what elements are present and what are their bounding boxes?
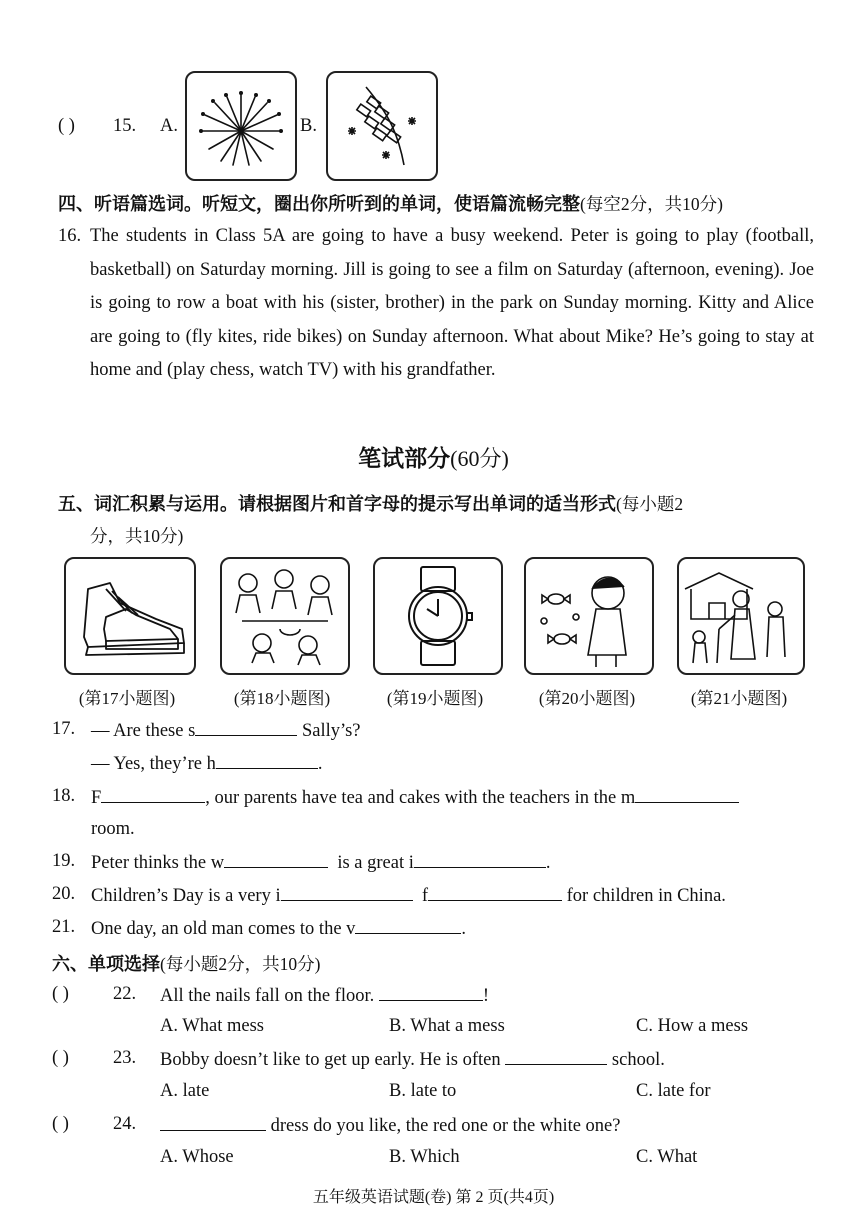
option-23-c[interactable]: C. late for bbox=[636, 1081, 711, 1101]
question-17-line2-b: . bbox=[317, 754, 323, 774]
blank-22[interactable] bbox=[379, 984, 483, 1001]
question-20-c: for children in China. bbox=[566, 886, 726, 906]
option-22-b[interactable]: B. What a mess bbox=[389, 1016, 505, 1036]
caption-19: (第19小题图) bbox=[386, 689, 484, 708]
people-party-icon bbox=[222, 559, 348, 673]
option-23-b[interactable]: B. late to bbox=[389, 1081, 457, 1101]
option-24-a[interactable]: A. Whose bbox=[160, 1147, 234, 1167]
question-19-b: is a great i bbox=[337, 853, 414, 873]
village-picture[interactable] bbox=[677, 557, 805, 675]
option-24-c[interactable]: C. What bbox=[636, 1147, 698, 1167]
question-19-line bbox=[91, 851, 551, 874]
candy-girl-picture[interactable] bbox=[524, 557, 654, 675]
blank-17b[interactable] bbox=[216, 752, 318, 769]
question-19-a: Peter thinks the w bbox=[91, 853, 225, 873]
section-5-title: 五、词汇积累与运用。请根据图片和首字母的提示写出单词的适当形式 bbox=[58, 494, 616, 515]
option-23-a[interactable]: A. late bbox=[160, 1081, 210, 1101]
answer-paren-23[interactable]: ( ) bbox=[52, 1048, 69, 1068]
question-number-24: 24. bbox=[113, 1114, 137, 1134]
shoes-picture[interactable] bbox=[64, 557, 196, 675]
question-17-line1-b: Sally’s? bbox=[301, 721, 361, 741]
option-22-a[interactable]: A. What mess bbox=[160, 1016, 264, 1036]
blank-17a[interactable] bbox=[195, 719, 297, 736]
blank-19a[interactable] bbox=[224, 851, 328, 868]
watch-picture[interactable] bbox=[373, 557, 503, 675]
question-19-c: . bbox=[545, 853, 551, 873]
question-22-text: All the nails fall on the floor. bbox=[160, 986, 375, 1006]
section-6-title: 六、单项选择 bbox=[52, 954, 160, 975]
question-number-15: 15. bbox=[113, 116, 137, 136]
question-17-line2-a: — Yes, they’re h bbox=[91, 754, 216, 774]
section-6-heading bbox=[52, 950, 320, 976]
question-number-16: 16. bbox=[58, 226, 82, 246]
question-number-20: 20. bbox=[52, 884, 76, 904]
blank-20b[interactable] bbox=[428, 884, 562, 901]
question-18-a: F bbox=[91, 788, 102, 808]
blank-18b[interactable] bbox=[635, 786, 739, 803]
section-5-score-note: (每小题2 bbox=[616, 494, 684, 514]
question-18-line2: room. bbox=[91, 819, 135, 839]
question-22-stem bbox=[160, 984, 489, 1007]
question-18-line1 bbox=[91, 786, 739, 809]
caption-18: (第18小题图) bbox=[233, 689, 331, 708]
section-5-score-note-cont: 分，共10分) bbox=[90, 526, 184, 546]
option-b-label-15: B. bbox=[300, 116, 317, 136]
blank-19b[interactable] bbox=[414, 851, 546, 868]
question-number-19: 19. bbox=[52, 851, 76, 871]
written-part-title bbox=[0, 440, 867, 473]
party-picture[interactable] bbox=[220, 557, 350, 675]
question-number-23: 23. bbox=[113, 1048, 137, 1068]
section-4-score-note: (每空2分，共10分) bbox=[580, 194, 723, 214]
question-number-22: 22. bbox=[113, 984, 137, 1004]
passage-16: The students in Class 5A are going to have a busy weekend. Peter is going to play (football, basketball) on Saturday morning. Jill is going to see a film on Saturday (afternoon, evening). Joe is going to row a boat with his (sister, brother) in the park on Sunday morning. Kitty and Alice are going to (fly kites, ride bikes) on Sunday afternoon. What about Mike? He’s going to stay at home and (play chess, watch TV) with his grandfather. bbox=[90, 226, 814, 381]
question-21-a: One day, an old man comes to the v bbox=[91, 919, 356, 939]
section-6-score-note: (每小题2分，共10分) bbox=[160, 954, 321, 974]
question-17-line1 bbox=[91, 719, 361, 742]
answer-paren-22[interactable]: ( ) bbox=[52, 984, 69, 1004]
caption-21: (第21小题图) bbox=[690, 689, 788, 708]
question-18-b: , our parents have tea and cakes with the teachers in the m bbox=[205, 788, 636, 808]
option-22-c[interactable]: C. How a mess bbox=[636, 1016, 749, 1036]
question-23-end: school. bbox=[611, 1050, 665, 1070]
blank-18a[interactable] bbox=[101, 786, 205, 803]
option-24-b[interactable]: B. Which bbox=[389, 1147, 460, 1167]
caption-20: (第20小题图) bbox=[538, 689, 636, 708]
question-21-b: . bbox=[461, 919, 467, 939]
question-number-18: 18. bbox=[52, 786, 76, 806]
question-24-stem bbox=[160, 1114, 620, 1137]
blank-23[interactable] bbox=[505, 1048, 607, 1065]
option-a-label-15: A. bbox=[160, 116, 178, 136]
caption-17: (第17小题图) bbox=[78, 689, 176, 708]
question-number-21: 21. bbox=[52, 917, 76, 937]
page-footer: 五年级英语试题(卷) 第 2 页(共4页) bbox=[312, 1189, 555, 1206]
question-22-end: ! bbox=[482, 986, 490, 1006]
blank-20a[interactable] bbox=[281, 884, 413, 901]
question-number-17: 17. bbox=[52, 719, 76, 739]
written-part-score: (60分) bbox=[450, 446, 509, 471]
old-man-village-icon bbox=[679, 559, 803, 673]
section-4-title: 四、听语篇选词。听短文，圈出你所听到的单词，使语篇流畅完整 bbox=[58, 194, 580, 215]
sneakers-icon bbox=[66, 559, 194, 673]
firecrackers-picture[interactable] bbox=[326, 71, 438, 181]
fireworks-picture[interactable] bbox=[185, 71, 297, 181]
watch-icon bbox=[375, 559, 501, 673]
answer-paren-15[interactable]: ( ) bbox=[58, 116, 75, 136]
section-4-heading bbox=[58, 190, 723, 216]
answer-paren-24[interactable]: ( ) bbox=[52, 1114, 69, 1134]
section-5-heading bbox=[58, 490, 683, 516]
question-24-text: dress do you like, the red one or the white one? bbox=[270, 1116, 621, 1136]
girl-candy-icon bbox=[526, 559, 652, 673]
question-23-stem bbox=[160, 1048, 665, 1071]
question-20-b: f bbox=[421, 886, 429, 906]
fireworks-icon bbox=[187, 73, 295, 179]
firecrackers-icon bbox=[328, 73, 436, 179]
blank-21[interactable] bbox=[355, 917, 461, 934]
question-20-a: Children’s Day is a very i bbox=[91, 886, 281, 906]
written-part-label: 笔试部分 bbox=[358, 446, 451, 472]
question-21-line bbox=[91, 917, 466, 940]
question-17-line2 bbox=[91, 752, 323, 775]
question-20-line bbox=[91, 884, 726, 907]
question-17-line1-a: — Are these s bbox=[91, 721, 196, 741]
blank-24[interactable] bbox=[160, 1114, 266, 1131]
question-23-text: Bobby doesn’t like to get up early. He is often bbox=[160, 1050, 501, 1070]
